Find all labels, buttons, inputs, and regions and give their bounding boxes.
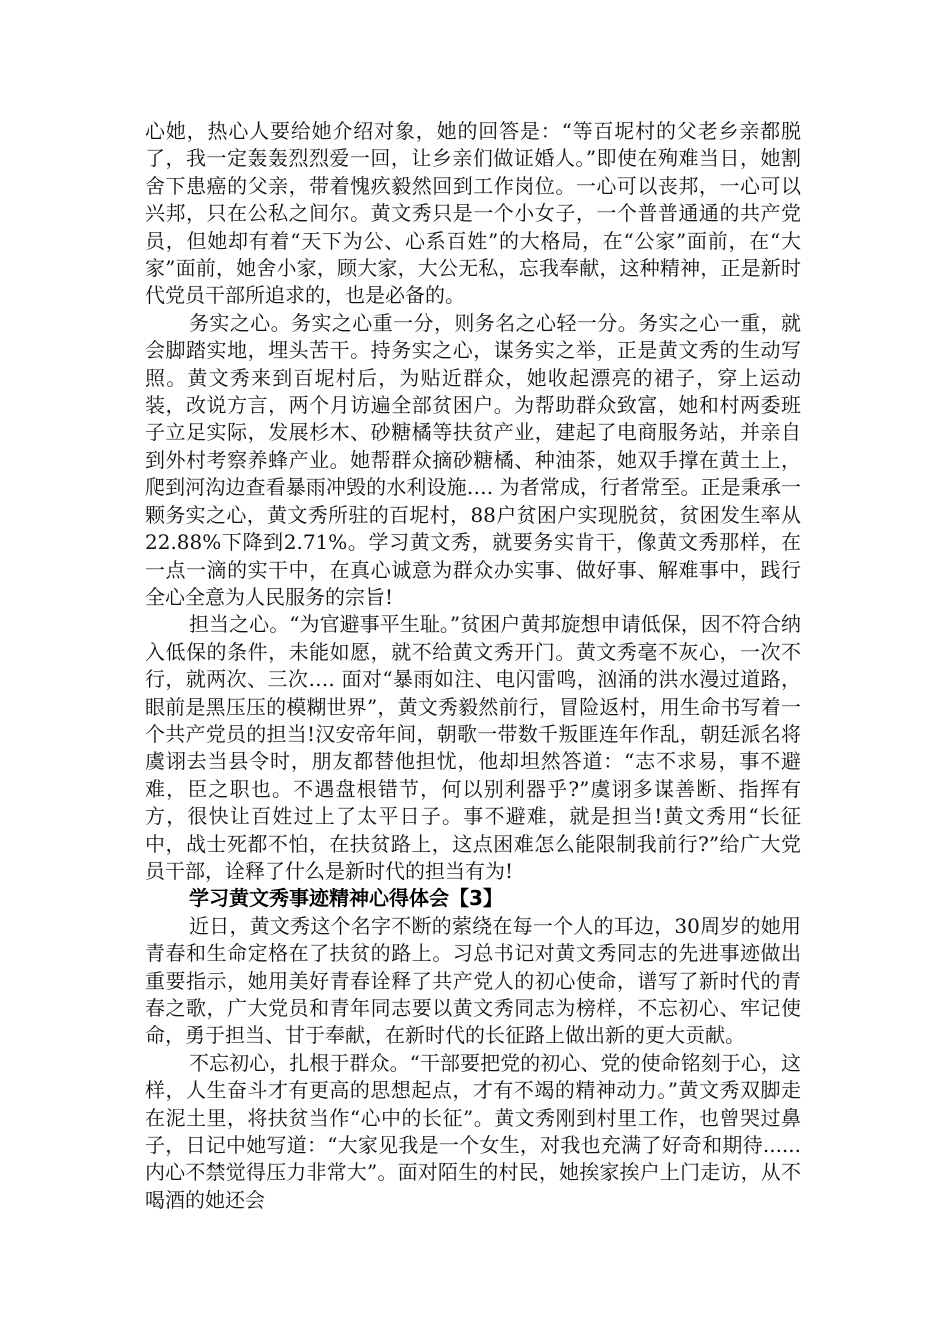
section-heading: 学习黄文秀事迹精神心得体会【3】 bbox=[189, 886, 503, 911]
paragraph-responsibility-heart: 担当之心。“为官避事平生耻。”贫困户黄邦旋想申请低保，因不符合纳入低保的条件，未能如愿，就不给黄文秀开门。黄文秀毫不灰心，一次不行，就两次、三次…. 面对“暴雨如注、电闪雷鸣，汹涌的洪水漫过道路，眼前是黑压压的模糊世界”，黄文秀毅然前行，冒险返村，用生命书写着一个共产党员的担当!汉安帝年间，朝歌一带数千叛匪连年作乱，朝廷派名将虞诩去当县令时，朋友都替他担忧，他却坦然答道：“志不求易，事不避难，臣之职也。不遇盘根错节，何以别利器乎?”虞诩多谋善断、指挥有方，很快让百姓过上了太平日子。事不避难，就是担当!黄文秀用“长征中，战士死都不怕，在扶贫路上，这点困难怎么能限制我前行?”给广大党员干部，诠释了什么是新时代的担当有为! bbox=[145, 612, 801, 883]
paragraph-continuation: 心她，热心人要给她介绍对象，她的回答是：“等百坭村的父老乡亲都脱了，我一定轰轰烈烈爱一回，让乡亲们做证婚人。”即使在殉难当日，她割舍下患癌的父亲，带着愧疚毅然回到工作岗位。一心可以丧邦，一心可以兴邦，只在公私之间尔。黄文秀只是一个小女子，一个普普通通的共产党员，但她却有着“天下为公、心系百姓”的大格局，在“公家”面前，在“大家”面前，她舍小家，顾大家，大公无私，忘我奉献，这种精神，正是新时代党员干部所追求的，也是必备的。 bbox=[145, 119, 801, 308]
paragraph-original-aspiration: 不忘初心，扎根于群众。“干部要把党的初心、党的使命铭刻于心，这样，人生奋斗才有更高的思想起点，才有不竭的精神动力。”黄文秀双脚走在泥土里，将扶贫当作“心中的长征”。黄文秀刚到村里工作，也曾哭过鼻子，日记中她写道：“大家见我是一个女生，对我也充满了好奇和期待......内心不禁觉得压力非常大”。面对陌生的村民，她挨家挨户上门走访，从不喝酒的她还会 bbox=[145, 1050, 801, 1212]
document-body bbox=[145, 118, 801, 1214]
paragraph-pragmatic-heart: 务实之心。务实之心重一分，则务名之心轻一分。务实之心一重，就会脚踏实地，埋头苦干。持务实之心，谋务实之举，正是黄文秀的生动写照。黄文秀来到百坭村后，为贴近群众，她收起漂亮的裙子，穿上运动装，改说方言，两个月访遍全部贫困户。为帮助群众致富，她和村两委班子立足实际，发展杉木、砂糖橘等扶贫产业，建起了电商服务站，并亲自到外村考察养蜂产业。她帮群众摘砂糖橘、种油茶，她双手撑在黄土上，爬到河沟边查看暴雨冲毁的水利设施…. 为者常成，行者常至。正是秉承一颗务实之心，黄文秀所驻的百坭村，88户贫困户实现脱贫，贫困发生率从22.88%下降到2.71%。学习黄文秀，就要务实肯干，像黄文秀那样，在一点一滴的实干中，在真心诚意为群众办实事、做好事、解难事中，践行全心全意为人民服务的宗旨! bbox=[145, 310, 801, 609]
paragraph-introduction: 近日，黄文秀这个名字不断的萦绕在每一个人的耳边，30周岁的她用青春和生命定格在了扶贫的路上。习总书记对黄文秀同志的先进事迹做出重要指示，她用美好青春诠释了共产党人的初心使命，谱写了新时代的青春之歌，广大党员和青年同志要以黄文秀同志为榜样，不忘初心、牢记使命，勇于担当、甘于奉献，在新时代的长征路上做出新的更大贡献。 bbox=[145, 913, 801, 1048]
